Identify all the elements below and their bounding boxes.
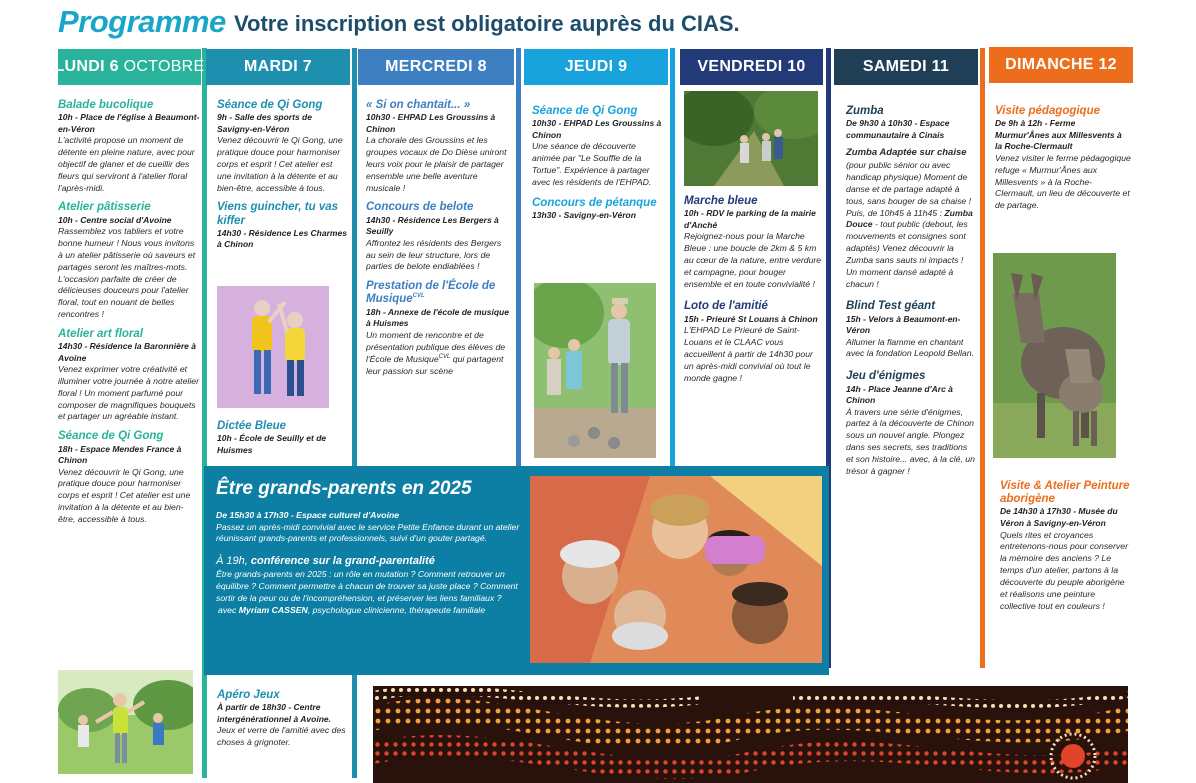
event-title: Apéro Jeux	[217, 689, 280, 701]
event-desc: Jeux et verre de l'amitié avec des choses à grignoter.	[217, 725, 346, 748]
samedi-column	[846, 105, 976, 485]
jeudi-column	[532, 105, 666, 228]
event-title: « Si on chantait... »	[366, 99, 471, 111]
event	[846, 300, 976, 360]
event-title: Viens guincher, tu vas kiffer	[217, 201, 339, 227]
event	[846, 370, 976, 477]
event-desc: Venez exprimer votre créativité et illuminer votre journée à notre atelier floral ! Un moment parfumé pour composer de magnifiques bouquets et partager un agréable instant.	[58, 364, 200, 422]
conf-desc: Être grands-parents en 2025 : un rôle en mutation ? Comment retrouver un équilibre ? Comment permettre à chacun de trouver sa juste place ? Comment sortir de la peur ou de l'incompréhension, et préserver les liens familiaux ?	[216, 569, 518, 603]
event-meta: 14h30 - Résidence Les Charmes à Chinon	[217, 227, 347, 250]
event-desc: Une séance de découverte animée par "Le Souffle de la Tortue". Expérience à partager avec les résidents de l'EHPAD.	[532, 141, 652, 187]
event-meta: 9h - Salle des sports de Savigny-en-Véron	[217, 112, 312, 134]
banner-text	[216, 476, 522, 617]
event-title: Blind Test géant	[846, 300, 936, 313]
family-photo	[530, 476, 822, 663]
event-desc: - tout public (debout, les mouvements et consignes sont adaptés) Venez découvrir la Zumba sans sauts ni impacts ! Un moment dansé adapté à chacun !	[846, 219, 968, 289]
apero-event	[217, 689, 347, 749]
event-meta: 18h - Annexe de l'école de musique à Huismes	[366, 306, 509, 329]
event-meta: 13h30 - Savigny-en-Véron	[532, 209, 636, 220]
mardi-column	[217, 99, 347, 258]
event	[58, 99, 200, 194]
event-meta: 10h - École de Seuilly et de Huismes	[217, 433, 327, 455]
jeudi-divider	[670, 48, 675, 468]
page-subtitle: Votre inscription est obligatoire auprès du CIAS.	[234, 11, 740, 36]
event	[58, 328, 200, 423]
banner-meta: De 15h30 à 17h30 - Espace culturel d'Avoine	[216, 509, 400, 520]
event-title: Séance de Qi Gong	[58, 430, 164, 443]
event-title: Séance de Qi Gong	[217, 99, 323, 111]
event-meta: 14h - Place Jeanne d'Arc à Chinon	[846, 383, 953, 406]
event-meta: De 14h30 à 17h30 - Musée du Véron à Savigny-en-Véron	[1000, 506, 1118, 528]
event-meta: 14h30 - Résidence Les Bergers à Seuilly	[366, 214, 499, 237]
qigong-photo	[58, 670, 193, 774]
event-title: Concours de pétanque	[532, 196, 657, 209]
event-meta: De 9h à 12h - Ferme Murmur'Ânes aux Millesvents à la Roche-Clermault	[995, 118, 1122, 152]
event-title: Atelier art floral	[58, 327, 143, 340]
event-desc: Puis, de 10h45 à 11h45 :	[846, 207, 945, 218]
event	[995, 105, 1131, 212]
day-header-samedi: SAMEDI 11	[834, 49, 978, 85]
event-title: Concours de belote	[366, 201, 474, 214]
day-header-vendredi: VENDREDI 10	[680, 49, 823, 85]
conf-time: À 19h,	[216, 555, 251, 568]
zumba-douce-label: Zumba Douce	[846, 207, 973, 230]
event-desc: Venez découvrir le Qi Gong, une pratique douce pour harmoniser corps et esprit ! Cet atelier est une invitation à la détente et au bien-être, accessible à tous.	[217, 135, 343, 193]
day-header-lundi	[54, 49, 205, 85]
event-title: Séance de Qi Gong	[532, 105, 638, 117]
day-number: 6	[109, 58, 119, 75]
marche-photo	[684, 91, 818, 186]
event-meta: 10h - Centre social d'Avoine	[58, 214, 172, 225]
event-meta: 15h - Velors à Beaumont-en-Véron	[846, 313, 961, 336]
banner-title: Être grands-parents en 2025	[216, 478, 472, 499]
event-meta: 10h - Place de l'église à Beaumont-en-Véron	[58, 112, 200, 134]
event	[684, 195, 822, 290]
event-title: Marche bleue	[684, 195, 758, 207]
speaker-prefix: avec	[218, 604, 239, 615]
event-desc: La chorale des Groussins et les groupes vocaux de Do Dièse uniront leurs voix pour le plaisir de partager ensemble une belle aventure musicale !	[366, 135, 507, 193]
event-title: Prestation de l'École de Musique	[366, 280, 496, 306]
event-title: Atelier pâtisserie	[58, 201, 151, 214]
zumba-adaptee-label: Zumba Adaptée sur chaise	[846, 147, 967, 159]
event-meta: De 9h30 à 10h30 - Espace communautaire à Cinais	[846, 118, 950, 140]
event-desc: Allumer la flamme en chantant avec la fondation Leopold Bellan.	[846, 336, 974, 359]
samedi-divider	[980, 48, 985, 668]
mercredi-column	[366, 99, 512, 385]
petanque-photo	[534, 283, 656, 458]
event-title: Balade bucolique	[58, 99, 154, 111]
event-title: Jeu d'énigmes	[846, 370, 926, 383]
event-desc: Un moment de rencontre et de présentation publique des élèves de l'École de Musique	[366, 329, 506, 365]
event-desc: Venez découvrir le Qi Gong, une pratique douce pour harmoniser corps et esprit ! Cet atelier est une invitation à la détente et au bien-être, accessible à tous.	[58, 466, 191, 524]
event-desc: Rassemblez vos tabliers et votre bonne humeur ! Nous vous invitons à un atelier pâtisserie où saveurs et partages seront les maîtres-mots. L'occasion parfaite de créer de délicieuses douceurs pour l'atelier floral, tout en nouant de belles rencontres !	[58, 226, 196, 320]
event	[1000, 480, 1132, 612]
event	[217, 201, 347, 251]
day-header-mardi: MARDI 7	[206, 49, 350, 85]
dimanche-column	[995, 105, 1131, 219]
superscript: CVL	[412, 293, 425, 300]
day-name: LUNDI	[54, 58, 105, 75]
event	[58, 430, 200, 525]
dictee-event	[217, 420, 349, 456]
event-title: Dictée Bleue	[217, 420, 287, 432]
event	[846, 105, 976, 290]
mercredi-divider	[516, 48, 521, 468]
event	[366, 201, 512, 273]
dancing-photo	[217, 286, 329, 408]
vendredi-column	[684, 195, 822, 391]
day-header-dimanche: DIMANCHE 12	[989, 47, 1133, 83]
event-meta: 10h - RDV le parking de la mairie d'Anché	[684, 208, 816, 230]
aboriginal-painting	[373, 686, 1128, 783]
event-meta: 18h - Espace Mendes France à Chinon	[58, 443, 182, 466]
event-meta: À partir de 18h30 - Centre intergénérationnel à Avoine.	[217, 702, 331, 724]
event-meta: 15h - Prieuré St Louans à Chinon	[684, 313, 818, 324]
event-desc-end: qui partagent leur passion sur scène	[366, 354, 504, 377]
event-meta: 10h30 - EHPAD Les Groussins à Chinon	[366, 112, 496, 134]
lundi-column	[58, 99, 200, 533]
donkeys-photo	[993, 253, 1116, 458]
event	[366, 280, 512, 378]
event-desc: L'activité propose un moment de détente en pleine nature, avec pour objectif de glaner et de cueillir des fleurs qui serviront à l'atelier floral l'après-midi.	[58, 135, 195, 193]
event	[58, 201, 200, 320]
event-title: Visite & Atelier Peinture aborigène	[1000, 480, 1130, 506]
event-desc: L'EHPAD Le Prieuré de Saint-Louans et le CLAAC vous accueillent à partir de 14h30 pour un après-midi convivial où tout le monde gagne !	[684, 325, 813, 383]
event-desc: Venez visiter le ferme pédagogique refuge « Murmur'Ânes aux Millesvents » à la Roche-Clermault, un lieu de découverte et de partage.	[995, 152, 1131, 211]
event-desc: Rejoignez-nous pour la Marche Bleue : une boucle de 2km & 5 km au cœur de la nature, entre verdure et campagne, pour bouger ensemble et en toute convivialité !	[684, 231, 822, 289]
event-title: Loto de l'amitié	[684, 300, 768, 313]
event	[532, 197, 666, 222]
event	[684, 300, 822, 384]
event-meta: 10h30 - EHPAD Les Groussins à Chinon	[532, 118, 662, 140]
event-desc: Quels rites et croyances entretenons-nous pour conserver la mémoire des anciens ? Le temps d'un atelier, partons à la découverte du peuple aborigène et réalisons une peinture collective tout en couleurs !	[1000, 529, 1128, 611]
month-name: OCTOBRE	[123, 58, 205, 75]
banner-desc: Passez un après-midi convivial avec le service Petite Enfance durant un atelier réunissant grands-parents et professionnels, suivi d'un gouter partagé.	[216, 521, 520, 544]
event-desc: À travers une série d'énigmes, partez à la découverte de Chinon sous un nouvel angle. Plongez dans ses secrets, ses traditions et son histoire... avec, à la clé, un trésor à gagner !	[846, 406, 975, 476]
speaker-role: , psychologue clinicienne, thérapeute familiale	[307, 604, 486, 615]
event-meta: 14h30 - Résidence la Baronnière à Avoine	[58, 341, 196, 363]
event	[217, 99, 347, 194]
event	[366, 99, 512, 194]
speaker-name: Myriam CASSEN	[238, 604, 308, 615]
conf-title: conférence sur la grand-parentalité	[250, 555, 435, 568]
superscript: CVL	[438, 354, 451, 361]
event-title: Visite pédagogique	[995, 105, 1101, 117]
day-header-mercredi: MERCREDI 8	[358, 49, 514, 85]
page-title: Programme	[58, 4, 226, 39]
event-desc: Affrontez les résidents des Bergers au sein de leur structure, lors de parties de belote endiablées !	[366, 237, 502, 272]
dimanche-column-2	[1000, 480, 1132, 619]
day-header-jeudi: JEUDI 9	[524, 49, 668, 85]
event	[532, 105, 666, 189]
event-desc: (pour public sénior ou avec handicap physique) Moment de danse et de partage adapté à tous, sans bouger de sa chaise !	[846, 160, 972, 206]
event-title: Zumba	[846, 105, 884, 117]
